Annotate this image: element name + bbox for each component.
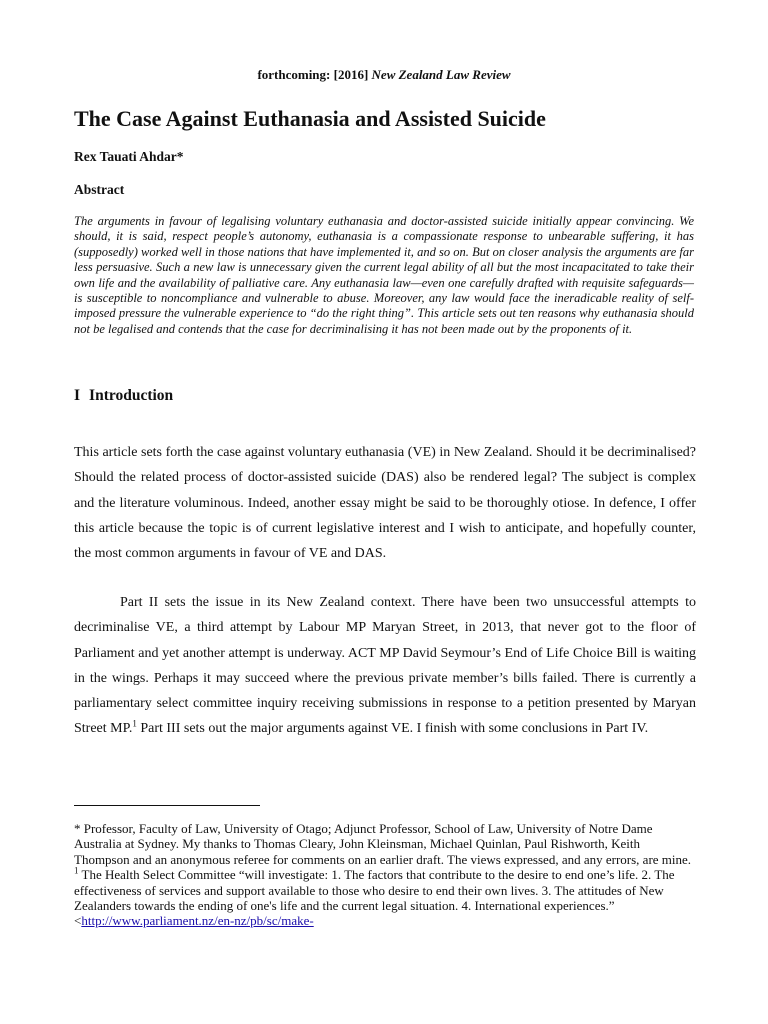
- paragraph-2-text: Part II sets the issue in its New Zealand context. There have been two unsuccessful attempts to decriminalise VE, a third attempt by Labour MP Maryan Street, in 2013, that never got to the floor of Parliament and yet another attempt is underway. ACT MP David Seymour’s End of Life Choice Bill is waiting in the wings. Perhaps it may succeed where the previous private member’s bills failed. There is currently a parliamentary select committee inquiry receiving submissions in response to a petition presented by Maryan Street MP.: [74, 595, 696, 737]
- running-header: [0, 67, 768, 83]
- body-paragraph-2: [74, 590, 696, 742]
- footnotes: [74, 821, 696, 929]
- footnote-1-text: The Health Select Committee “will investigate: 1. The factors that contribute to the desire to end one’s life. 2. The effectiveness of services and support available to those who desire to end their own lives. 3. The attitudes of New Zealanders towards the ending of one's life and the current legal situation. 4. International experiences.” <: [74, 867, 675, 929]
- footnote-separator: [74, 805, 260, 806]
- footnote-author: * Professor, Faculty of Law, University of Otago; Adjunct Professor, School of Law, University of Notre Dame Australia at Sydney. My thanks to Thomas Cleary, John Kleinsman, Michael Quinlan, Paul Rishworth, Keith Thompson and an anonymous referee for comments on an earlier draft. The views expressed, and any errors, are mine.: [74, 821, 692, 867]
- section-heading: [74, 387, 173, 405]
- footnote-1-mark: 1: [74, 865, 79, 876]
- paragraph-2-text-end: Part III sets out the major arguments against VE. I finish with some conclusions in Part IV.: [136, 721, 649, 737]
- section-title: Introduction: [89, 387, 174, 404]
- footnote-reference-1[interactable]: 1: [132, 718, 137, 729]
- abstract-heading: Abstract: [74, 182, 125, 197]
- footnote-1: [74, 867, 696, 929]
- author-name: Rex Tauati Ahdar*: [74, 149, 184, 164]
- journal-name: New Zealand Law Review: [371, 67, 511, 82]
- header-prefix: forthcoming: [2016]: [257, 67, 372, 82]
- footnote-1-link[interactable]: http://www.parliament.nz/en-nz/pb/sc/make-: [81, 913, 314, 929]
- body-paragraph-1: This article sets forth the case against voluntary euthanasia (VE) in New Zealand. Should it be decriminalised? Should the related process of doctor-assisted suicide (DAS) also be rendered legal? The subject is complex and the literature voluminous. Indeed, another essay might be said to be thoroughly otiose. In defence, I offer this article because the topic is of current legislative interest and I wish to anticipate, and hopefully counter, the most common arguments in favour of VE and DAS.: [74, 445, 696, 562]
- section-number: I: [74, 387, 81, 404]
- paper-title: The Case Against Euthanasia and Assisted Suicide: [74, 106, 546, 131]
- abstract-text: The arguments in favour of legalising voluntary euthanasia and doctor-assisted suicide initially appear convincing. We should, it is said, respect people’s autonomy, euthanasia is a compassionate response to unbearable suffering, it has (supposedly) worked well in those nations that have implemented it, and so on. But on closer analysis the arguments are far less persuasive. Such a new law is unnecessary given the current legal ability of all but the most incapacitated to take their own life and the availability of palliative care. Any euthanasia law—even one carefully drafted with requisite safeguards—is susceptible to noncompliance and vulnerable to abuse. Moreover, any law would face the ineradicable reality of self-imposed pressure the vulnerable experience to “do the right thing”. This article sets out ten reasons why euthanasia should not be legalised and contends that the case for decriminalising it has not been made out by the proponents of it.: [74, 214, 694, 336]
